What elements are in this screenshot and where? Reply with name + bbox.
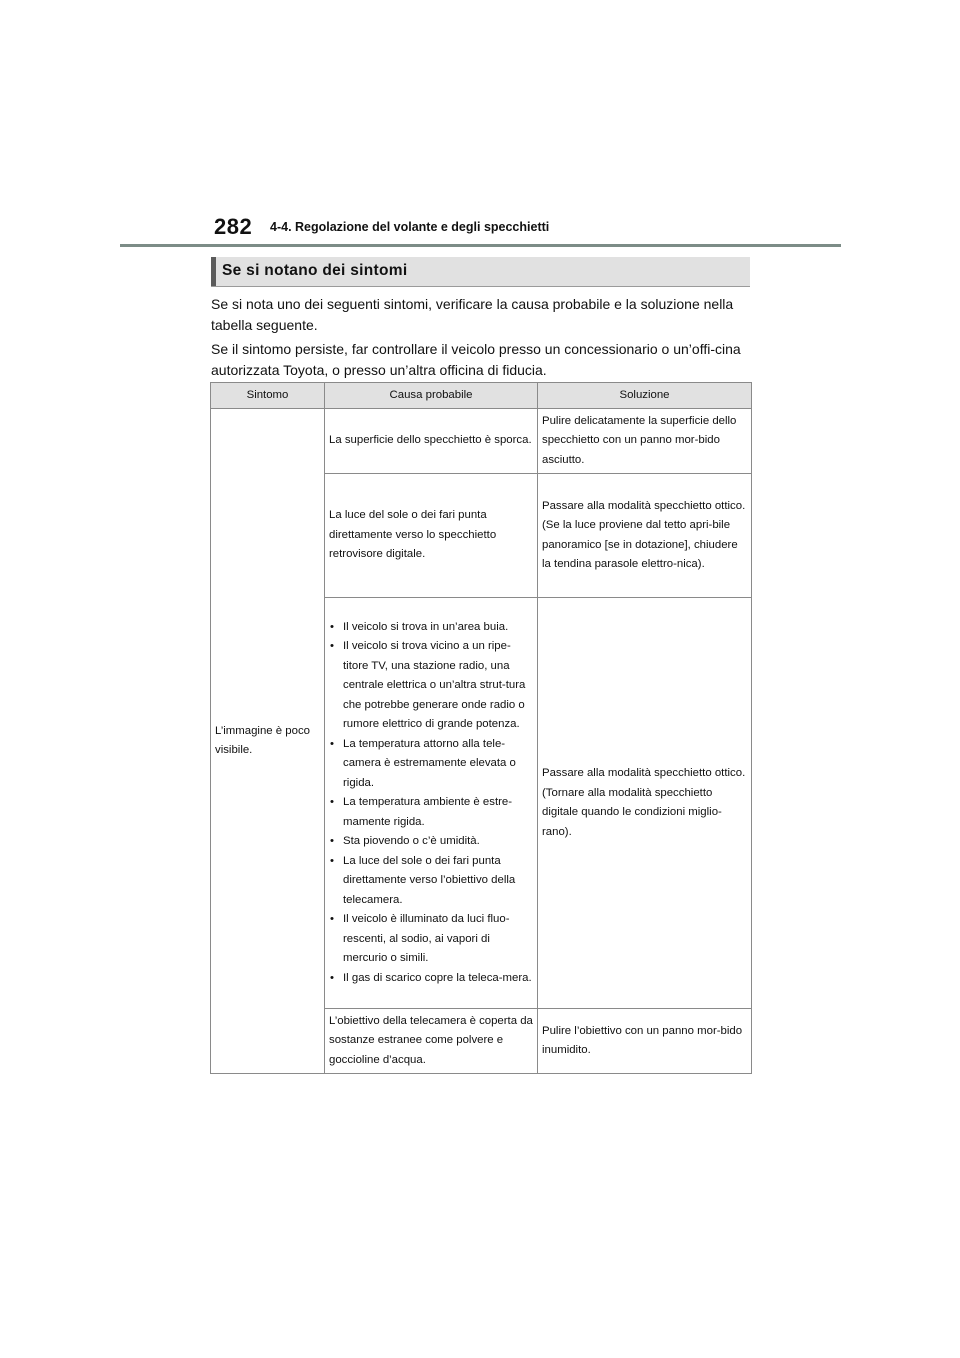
solution-cell: Pulire delicatamente la superficie dello specchietto con un panno mor-bido asciutto. [538,409,752,474]
bullet-icon: • [330,835,334,848]
bullet-icon: • [330,796,334,809]
list-item [329,832,533,852]
list-item [329,618,533,638]
cause-cell: La luce del sole o dei fari punta direttamente verso lo specchietto retrovisore digitale. [325,474,538,598]
symptom-table [210,382,752,1074]
cause-list [329,618,533,989]
cause-cell: L’obiettivo della telecamera è coperta da sostanze estranee come polvere e goccioline d’acqua. [325,1009,538,1074]
solution-cell: Passare alla modalità specchietto ottico. (Se la luce proviene dal tetto apri-bile panoramico [se in dotazione], chiudere la tendina parasole elettro-nica). [538,474,752,598]
bullet-icon: • [330,737,334,750]
list-item-text: Il gas di scarico copre la teleca-mera. [343,971,532,984]
list-item [329,969,533,989]
bullet-icon: • [330,620,334,633]
list-item [329,735,533,794]
list-item-text: La temperatura ambiente è estre-mamente rigida. [343,796,513,828]
header-solution: Soluzione [538,383,752,409]
chapter-title: 4-4. Regolazione del volante e degli specchietti [270,220,550,234]
intro-paragraph: Se si nota uno dei seguenti sintomi, verificare la causa probabile e la soluzione nella tabella seguente. [211,296,734,333]
list-item [329,910,533,969]
list-item-text: La luce del sole o dei fari punta direttamente verso l’obiettivo della telecamera. [343,854,516,906]
list-item [329,637,533,735]
page-number: 282 [214,214,253,239]
bullet-icon: • [330,913,334,926]
symptom-cell: L’immagine è poco visibile. [211,409,325,1074]
cause-list-cell [325,598,538,1009]
bullet-icon: • [330,640,334,653]
service-paragraph: Se il sintomo persiste, far controllare il veicolo presso un concessionario o un’offi-cina autorizzata Toyota, o presso un’altra officina di fiducia. [211,341,741,378]
list-item-text: La temperatura attorno alla tele-camera è estremamente elevata o rigida. [343,737,516,789]
table-row [211,409,752,474]
header-symptom: Sintomo [211,383,325,409]
table-header-row [211,383,752,409]
header-divider [120,244,841,247]
header-cause: Causa probabile [325,383,538,409]
section-heading-bar [211,257,750,287]
solution-cell: Pulire l’obiettivo con un panno mor-bido inumidito. [538,1009,752,1074]
cause-cell: La superficie dello specchietto è sporca. [325,409,538,474]
list-item [329,793,533,832]
list-item-text: Il veicolo si trova in un’area buia. [343,620,509,633]
list-item-text: Sta piovendo o c’è umidità. [343,835,480,848]
list-item [329,852,533,911]
list-item-text: Il veicolo è illuminato da luci fluo-rescenti, al sodio, ai vapori di mercurio o simili. [343,913,510,965]
solution-cell: Passare alla modalità specchietto ottico. (Tornare alla modalità specchietto digitale quando le condizioni miglio-rano). [538,598,752,1009]
section-title: Se si notano dei sintomi [222,262,408,279]
list-item-text: Il veicolo si trova vicino a un ripe-titore TV, una stazione radio, una centrale elettrica o un’altra strut-tura che potrebbe generare onde radio o rumore elettrico di grande potenza. [343,640,526,731]
bullet-icon: • [330,854,334,867]
section-accent-bar [211,257,216,286]
bullet-icon: • [330,971,334,984]
